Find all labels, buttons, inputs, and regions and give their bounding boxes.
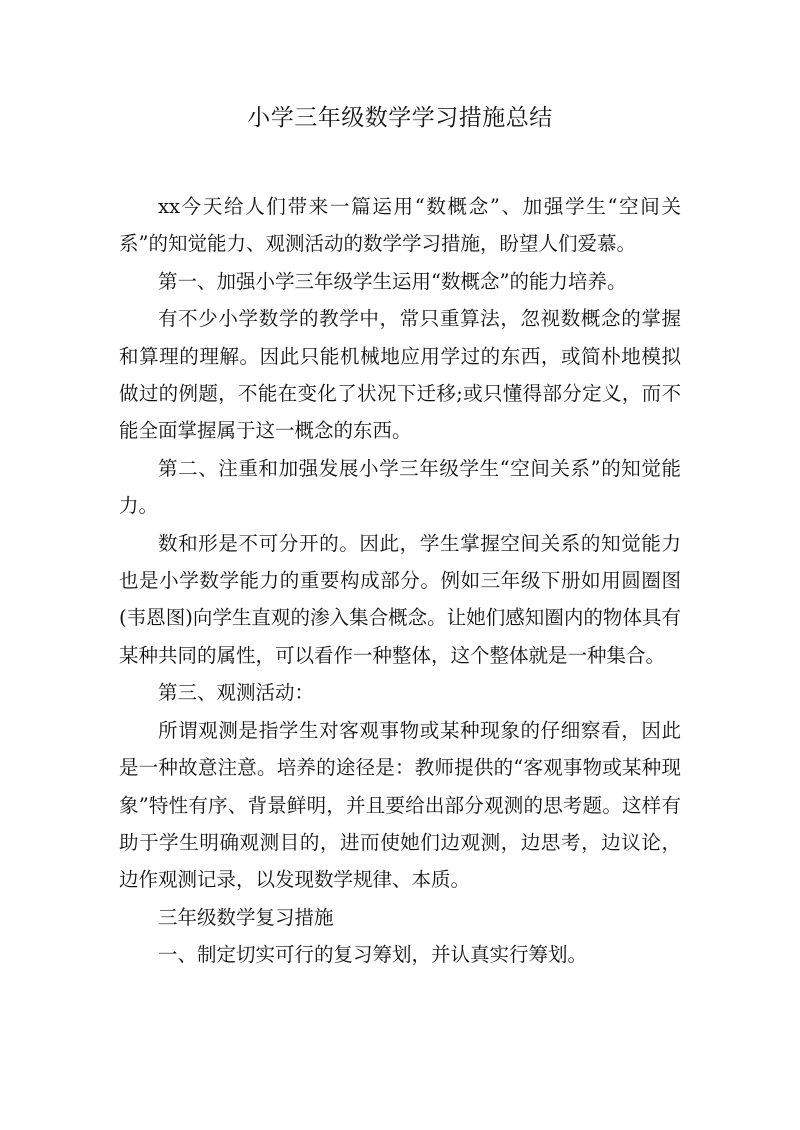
paragraph-heading-1: 第一、加强小学三年级学生运用“数概念”的能力培养。	[158, 269, 627, 293]
paragraph-intro: xx今天给人们带来一篇运用“数概念”、加强学生“空间关系”的知觉能力、观测活动的数学学习措施，盼望人们爱慕。	[119, 195, 681, 256]
paragraph-heading-3: 第三、观测活动：	[158, 681, 315, 705]
paragraph-body-3: 所谓观测是指学生对客观事物或某种现象的仔细察看，因此是一种故意注意。培养的途径是：教师提供的“客观事物或某种现象”特性有序、背景鲜明，并且要给出部分观测的思考题。这样有助于学生明确观测目的，进而使她们边观测，边思考，边议论，边作观测记录，以发现数学规律、本质。	[119, 718, 681, 892]
document-body	[119, 188, 681, 974]
document-title: 小学三年级数学学习措施总结	[247, 105, 553, 131]
paragraph-list-item-1: 一、制定切实可行的复习筹划，并认真实行筹划。	[158, 943, 588, 967]
paragraph-heading-2: 第二、注重和加强发展小学三年级学生“空间关系”的知觉能力。	[119, 456, 681, 518]
paragraph-section-title: 三年级数学复习措施	[158, 905, 334, 929]
paragraph-body-1: 有不少小学数学的教学中，常只重算法，忽视数概念的掌握和算理的理解。因此只能机械地应用学过的东西，或简朴地模拟做过的例题，不能在变化了状况下迁移;或只懂得部分定义，而不能全面掌握属于这一概念的东西。	[119, 307, 681, 443]
paragraph-body-2: 数和形是不可分开的。因此，学生掌握空间关系的知觉能力也是小学数学能力的重要构成部分。例如三年级下册如用圆圈图(韦恩图)向学生直观的渗入集合概念。让她们感知圈内的物体具有某种共同的属性，可以看作一种整体，这个整体就是一种集合。	[119, 531, 681, 667]
